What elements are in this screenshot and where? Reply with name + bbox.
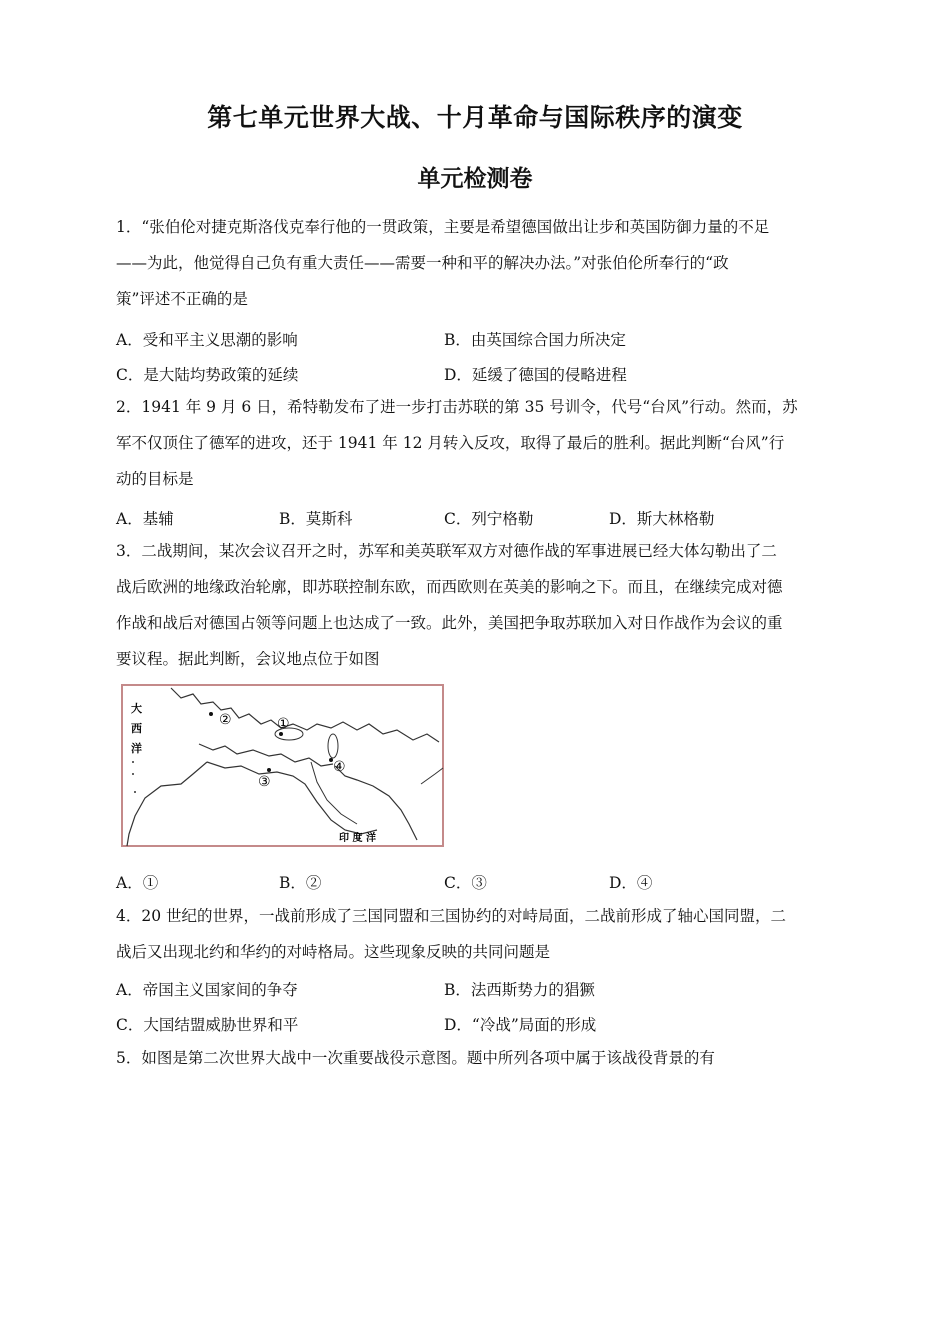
question-3-option-c: C．③	[444, 874, 487, 892]
map-atlantic-label-1: 大	[131, 702, 142, 715]
question-2-stem	[116, 389, 834, 497]
page-title: 第七单元世界大战、十月革命与国际秩序的演变	[207, 103, 743, 132]
map-marker-1: ①	[277, 716, 290, 732]
question-5-line: 5．如图是第二次世界大战中一次重要战役示意图。题中所列各项中属于该战役背景的有	[116, 1049, 715, 1067]
question-3-option-b: B．②	[279, 874, 322, 892]
question-2-option-c: C．列宁格勒	[444, 510, 534, 528]
map-marker-3: ③	[258, 774, 271, 790]
question-3-line: 战后欧洲的地缘政治轮廓，即苏联控制东欧，而西欧则在英美的影响之下。而且，在继续完成对德	[116, 578, 783, 596]
question-5-stem	[116, 1040, 834, 1076]
question-4-option-c: C．大国结盟威胁世界和平	[116, 1016, 299, 1034]
question-4-options	[116, 978, 836, 1048]
question-1-options	[116, 328, 836, 398]
question-3-option-a: A．①	[116, 874, 159, 892]
question-3-line: 要议程。据此判断，会议地点位于如图	[116, 650, 380, 668]
question-1-line: 1．“张伯伦对捷克斯洛伐克奉行他的一贯政策，主要是希望德国做出让步和英国防御力量的不足	[116, 218, 770, 236]
question-3-map	[121, 684, 444, 847]
question-1-option-a: A．受和平主义思潮的影响	[116, 331, 298, 349]
question-4-option-b: B．法西斯势力的猖獗	[444, 981, 595, 999]
question-4-option-a: A．帝国主义国家间的争夺	[116, 981, 298, 999]
question-4-stem	[116, 898, 834, 970]
question-3-line: 3．二战期间，某次会议召开之时，苏军和美英联军双方对德作战的军事进展已经大体勾勒出了二	[116, 542, 777, 560]
question-3-line: 作战和战后对德国占领等问题上也达成了一致。此外，美国把争取苏联加入对日作战作为会议的重	[116, 614, 783, 632]
question-1-line: 策”评述不正确的是	[116, 290, 248, 308]
question-3-stem	[116, 533, 834, 677]
map-atlantic-label-3: 洋	[131, 742, 142, 755]
question-1-option-c: C．是大陆均势政策的延续	[116, 366, 299, 384]
question-2-option-d: D．斯大林格勒	[609, 510, 715, 528]
question-4-line: 战后又出现北约和华约的对峙格局。这些现象反映的共同问题是	[116, 943, 551, 961]
page-subtitle: 单元检测卷	[417, 166, 533, 192]
map-marker-2: ②	[219, 712, 232, 728]
question-1-stem	[116, 209, 834, 317]
question-4-option-d: D．“冷战”局面的形成	[444, 1016, 597, 1034]
question-2-line: 2．1941 年 9 月 6 日，希特勒发布了进一步打击苏联的第 35 号训令，代号“台风”行动。然而，苏	[116, 398, 798, 416]
question-1-line: ——为此，他觉得自己负有重大责任——需要一种和平的解决办法。”对张伯伦所奉行的“政	[116, 254, 729, 272]
map-indian-ocean-label: 印 度 洋	[339, 833, 376, 844]
question-1-option-b: B．由英国综合国力所决定	[444, 331, 626, 349]
map-atlantic-label-2: 西	[131, 722, 142, 735]
question-2-line: 军不仅顶住了德军的进攻，还于 1941 年 12 月转入反攻，取得了最后的胜利。据此判断“台风”行	[116, 434, 785, 452]
map-marker-4: ④	[333, 759, 346, 775]
question-3-option-d: D．④	[609, 874, 653, 892]
question-2-line: 动的目标是	[116, 470, 194, 488]
question-4-line: 4．20 世纪的世界，一战前形成了三国同盟和三国协约的对峙局面，二战前形成了轴心国同盟，二	[116, 907, 787, 925]
question-2-option-a: A．基辅	[116, 510, 174, 528]
question-1-option-d: D．延缓了德国的侵略进程	[444, 366, 627, 384]
question-2-option-b: B．莫斯科	[279, 510, 353, 528]
